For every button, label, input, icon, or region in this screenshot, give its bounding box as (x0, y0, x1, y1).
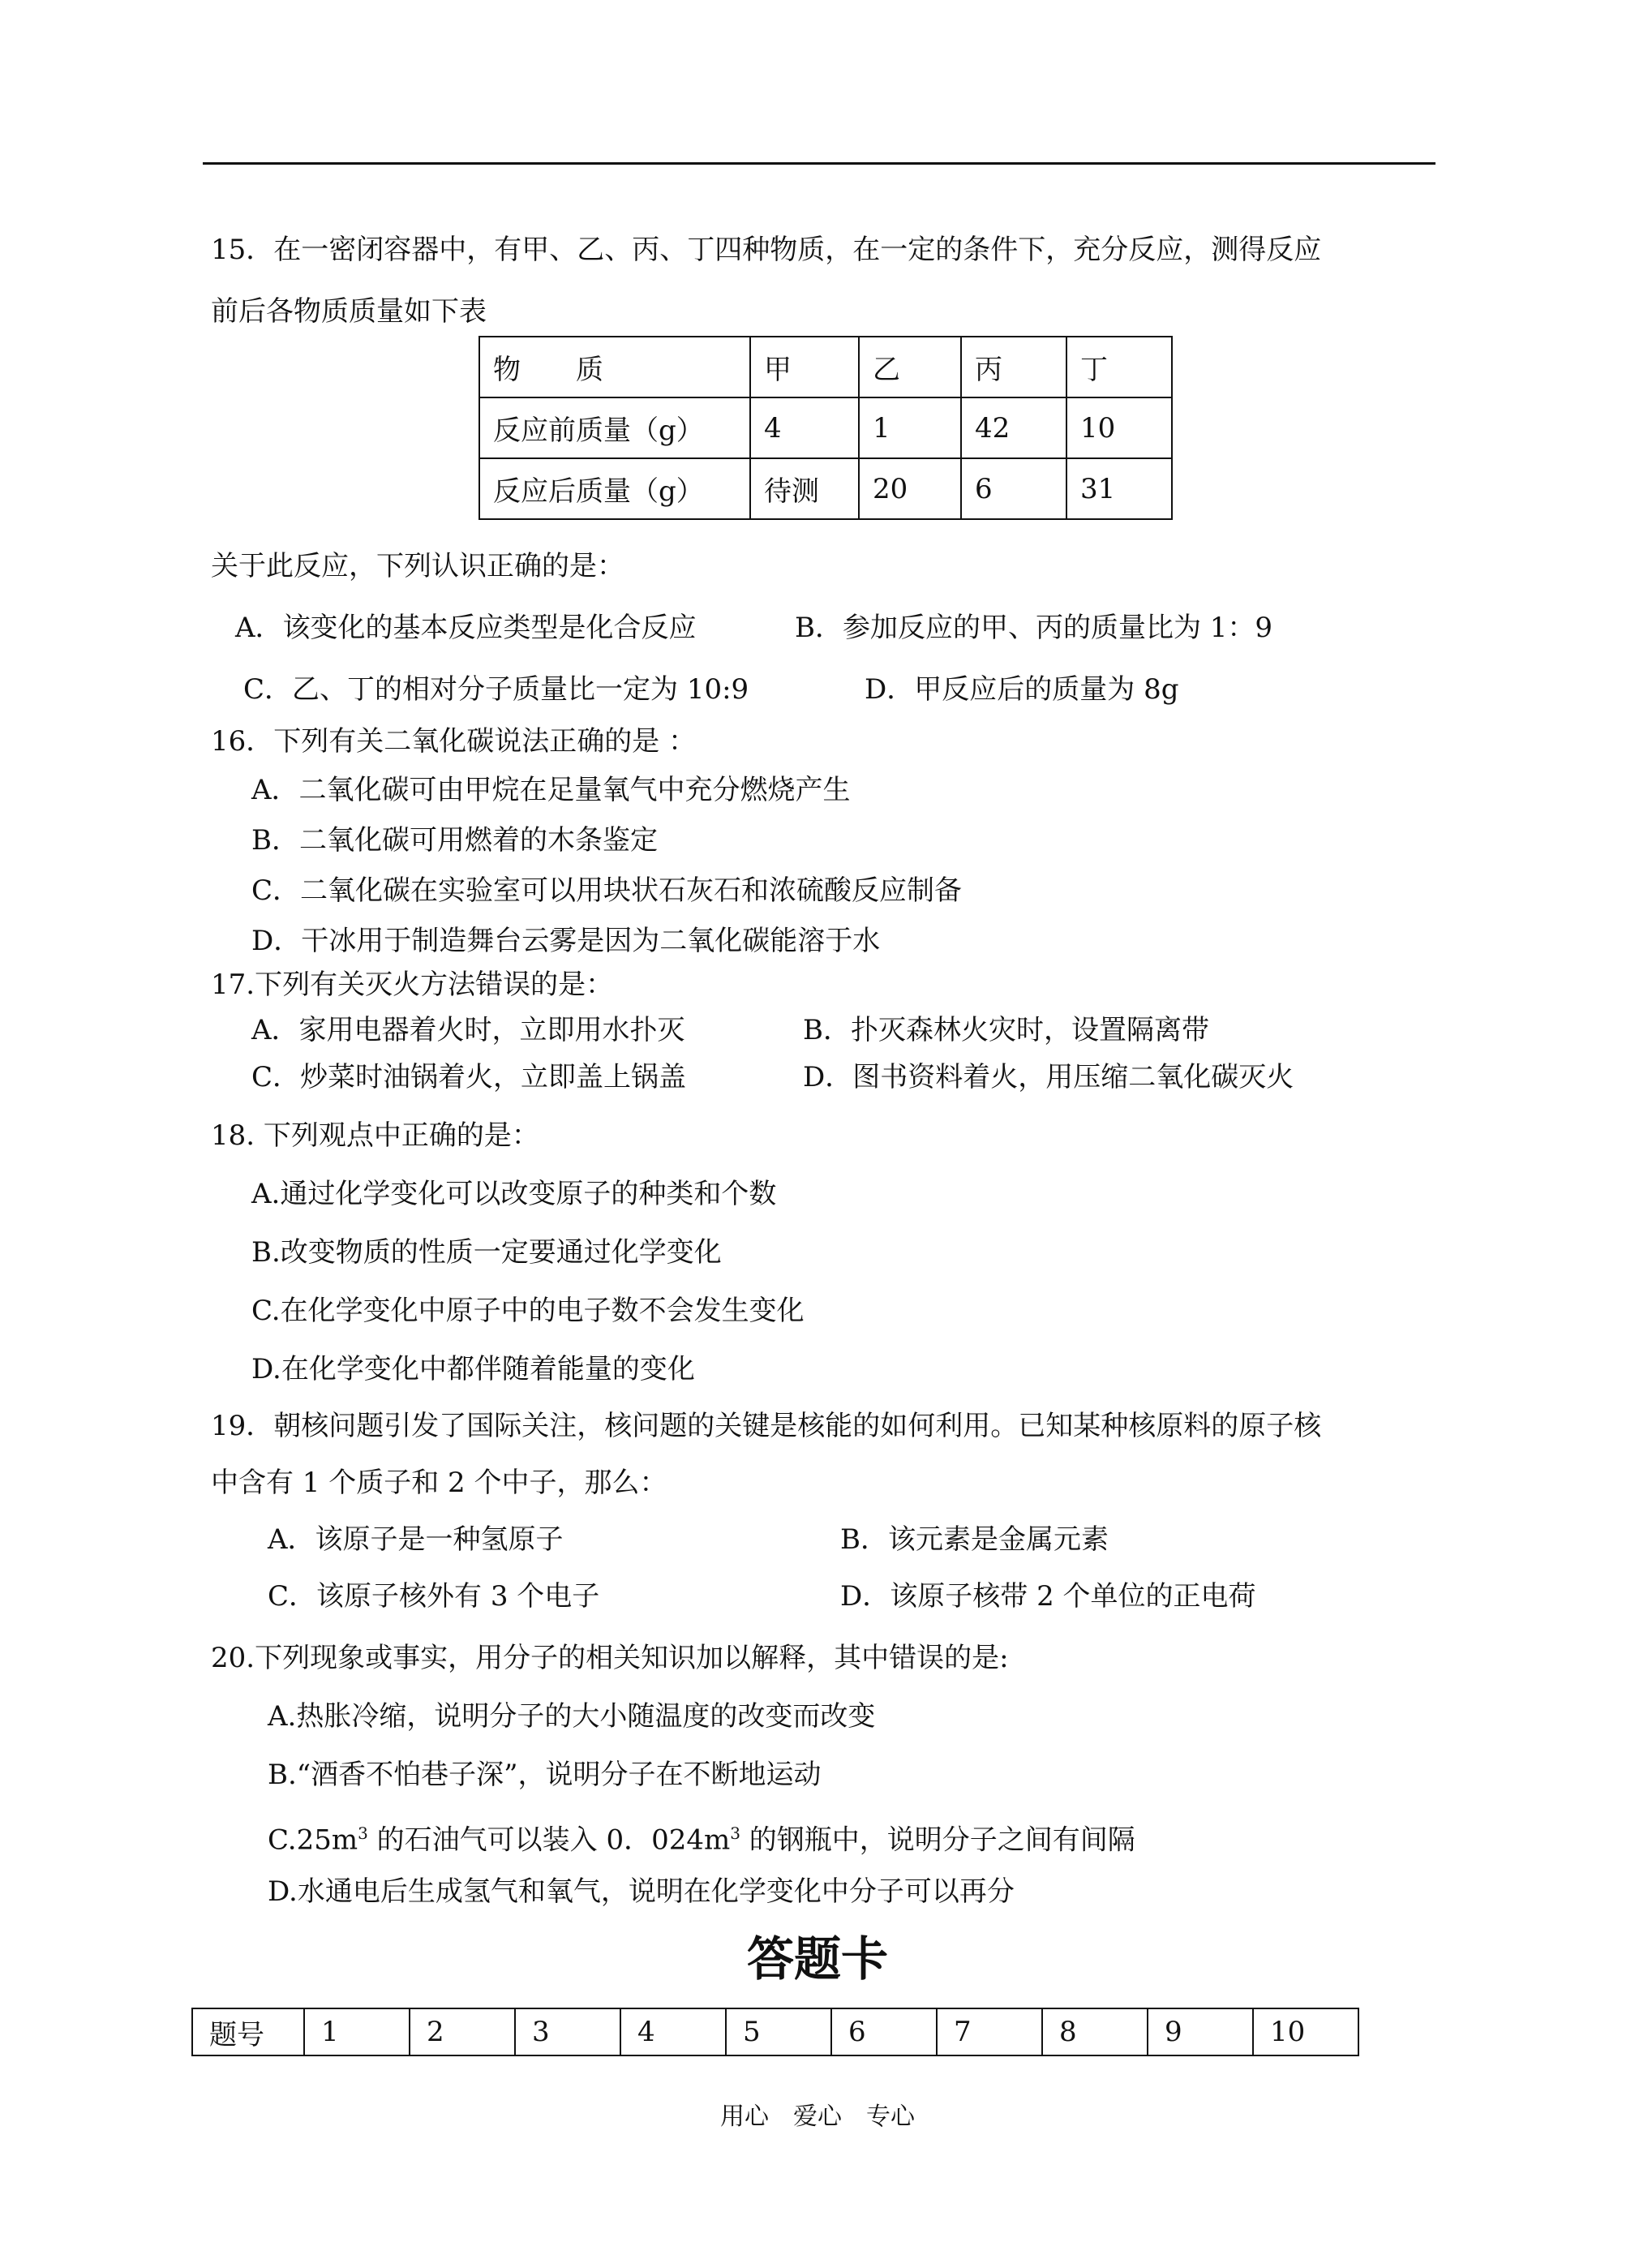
q18-option-d: D.在化学变化中都伴随着能量的变化 (251, 1353, 695, 1385)
answer-card-number: 1 (304, 2008, 410, 2055)
q16-stem: 16．下列有关二氧化碳说法正确的是 ： (211, 725, 697, 758)
table-cell: 6 (961, 458, 1066, 519)
superscript: 3 (358, 1823, 368, 1843)
table-cell: 待测 (750, 458, 859, 519)
q20-option-d: D.水通电后生成氢气和氧气，说明在化学变化中分子可以再分 (268, 1875, 1015, 1908)
table-cell: 1 (859, 397, 961, 458)
answer-card-number: 2 (410, 2008, 515, 2055)
answer-card-number: 6 (831, 2008, 937, 2055)
q15-option-d: D．甲反应后的质量为 8g (865, 673, 1179, 706)
header-rule (203, 162, 1435, 165)
table-cell: 反应后质量（g） (479, 458, 750, 519)
table-cell: 4 (750, 397, 859, 458)
table-cell: 20 (859, 458, 961, 519)
q20-option-c-part2: 的石油气可以装入 0．024m (367, 1823, 731, 1857)
q18-option-a: A.通过化学变化可以改变原子的种类和个数 (251, 1178, 777, 1210)
q17-option-b: B．扑灭森林火灾时，设置隔离带 (803, 1014, 1209, 1046)
q20-option-b: B.“酒香不怕巷子深”，说明分子在不断地运动 (268, 1759, 822, 1791)
q19-option-d: D．该原子核带 2 个单位的正电荷 (840, 1580, 1256, 1613)
answer-card-number: 10 (1253, 2008, 1358, 2055)
q16-option-b: B．二氧化碳可用燃着的木条鉴定 (251, 824, 658, 857)
q17-option-a: A．家用电器着火时，立即用水扑灭 (251, 1014, 685, 1046)
q17-option-d: D．图书资料着火，用压缩二氧化碳灭火 (803, 1061, 1294, 1093)
q15-option-c: C．乙、丁的相对分子质量比一定为 10:9 (243, 673, 749, 706)
answer-card-header: 题号 (192, 2008, 304, 2055)
q15-stem-line1: 15．在一密闭容器中，有甲、乙、丙、丁四种物质，在一定的条件下，充分反应，测得反应 (211, 234, 1322, 266)
table-cell: 物 质 (479, 337, 750, 397)
answer-card-number: 9 (1148, 2008, 1253, 2055)
table-row (479, 458, 1172, 519)
mass-table-header-row (479, 337, 1172, 397)
table-cell: 甲 (750, 337, 859, 397)
q19-stem-line2: 中含有 1 个质子和 2 个中子，那么： (211, 1467, 667, 1499)
q19-stem-line1: 19．朝核问题引发了国际关注，核问题的关键是核能的如何利用。已知某种核原料的原子核 (211, 1410, 1322, 1442)
table-cell: 42 (961, 397, 1066, 458)
q15-option-b: B．参加反应的甲、丙的质量比为 1：9 (795, 612, 1273, 644)
table-cell: 乙 (859, 337, 961, 397)
answer-card-title: 答题卡 (746, 1931, 888, 1987)
q17-stem: 17.下列有关灭火方法错误的是： (211, 969, 614, 1001)
q15-stem-line2: 前后各物质质量如下表 (211, 295, 487, 328)
q15-prompt: 关于此反应，下列认识正确的是： (211, 550, 624, 582)
table-row (479, 397, 1172, 458)
table-cell: 31 (1066, 458, 1172, 519)
q16-option-d: D．干冰用于制造舞台云雾是因为二氧化碳能溶于水 (251, 925, 881, 957)
table-cell: 10 (1066, 397, 1172, 458)
table-row (192, 2008, 1358, 2055)
q18-option-b: B.改变物质的性质一定要通过化学变化 (251, 1236, 722, 1269)
answer-card-number: 4 (620, 2008, 726, 2055)
q20-option-c-part1: C.25m (268, 1823, 358, 1857)
q19-option-b: B．该元素是金属元素 (840, 1523, 1109, 1556)
q18-stem: 18. 下列观点中正确的是： (211, 1119, 539, 1152)
answer-card-number: 5 (726, 2008, 831, 2055)
q15-option-a: A．该变化的基本反应类型是化合反应 (235, 612, 697, 644)
q16-option-a: A．二氧化碳可由甲烷在足量氧气中充分燃烧产生 (251, 774, 851, 806)
answer-card-number: 3 (515, 2008, 620, 2055)
page-footer: 用心 爱心 专心 (720, 2103, 915, 2131)
answer-card-number: 8 (1042, 2008, 1148, 2055)
answer-card-number: 7 (937, 2008, 1042, 2055)
q20-stem: 20.下列现象或事实，用分子的相关知识加以解释，其中错误的是: (211, 1642, 1009, 1674)
table-cell: 反应前质量（g） (479, 397, 750, 458)
q19-option-a: A．该原子是一种氢原子 (268, 1523, 564, 1556)
answer-card-table (191, 2008, 1359, 2056)
mass-table (478, 336, 1173, 520)
q18-option-c: C.在化学变化中原子中的电子数不会发生变化 (251, 1295, 805, 1327)
q16-option-c: C．二氧化碳在实验室可以用块状石灰石和浓硫酸反应制备 (251, 874, 963, 907)
q19-option-c: C．该原子核外有 3 个电子 (268, 1580, 600, 1613)
superscript: 3 (730, 1823, 740, 1843)
q20-option-c (268, 1815, 1135, 1858)
q17-option-c: C．炒菜时油锅着火，立即盖上锅盖 (251, 1061, 687, 1093)
table-cell: 丙 (961, 337, 1066, 397)
q20-option-a: A.热胀冷缩，说明分子的大小随温度的改变而改变 (268, 1700, 876, 1733)
q20-option-c-part3: 的钢瓶中，说明分子之间有间隔 (740, 1823, 1135, 1857)
table-cell: 丁 (1066, 337, 1172, 397)
